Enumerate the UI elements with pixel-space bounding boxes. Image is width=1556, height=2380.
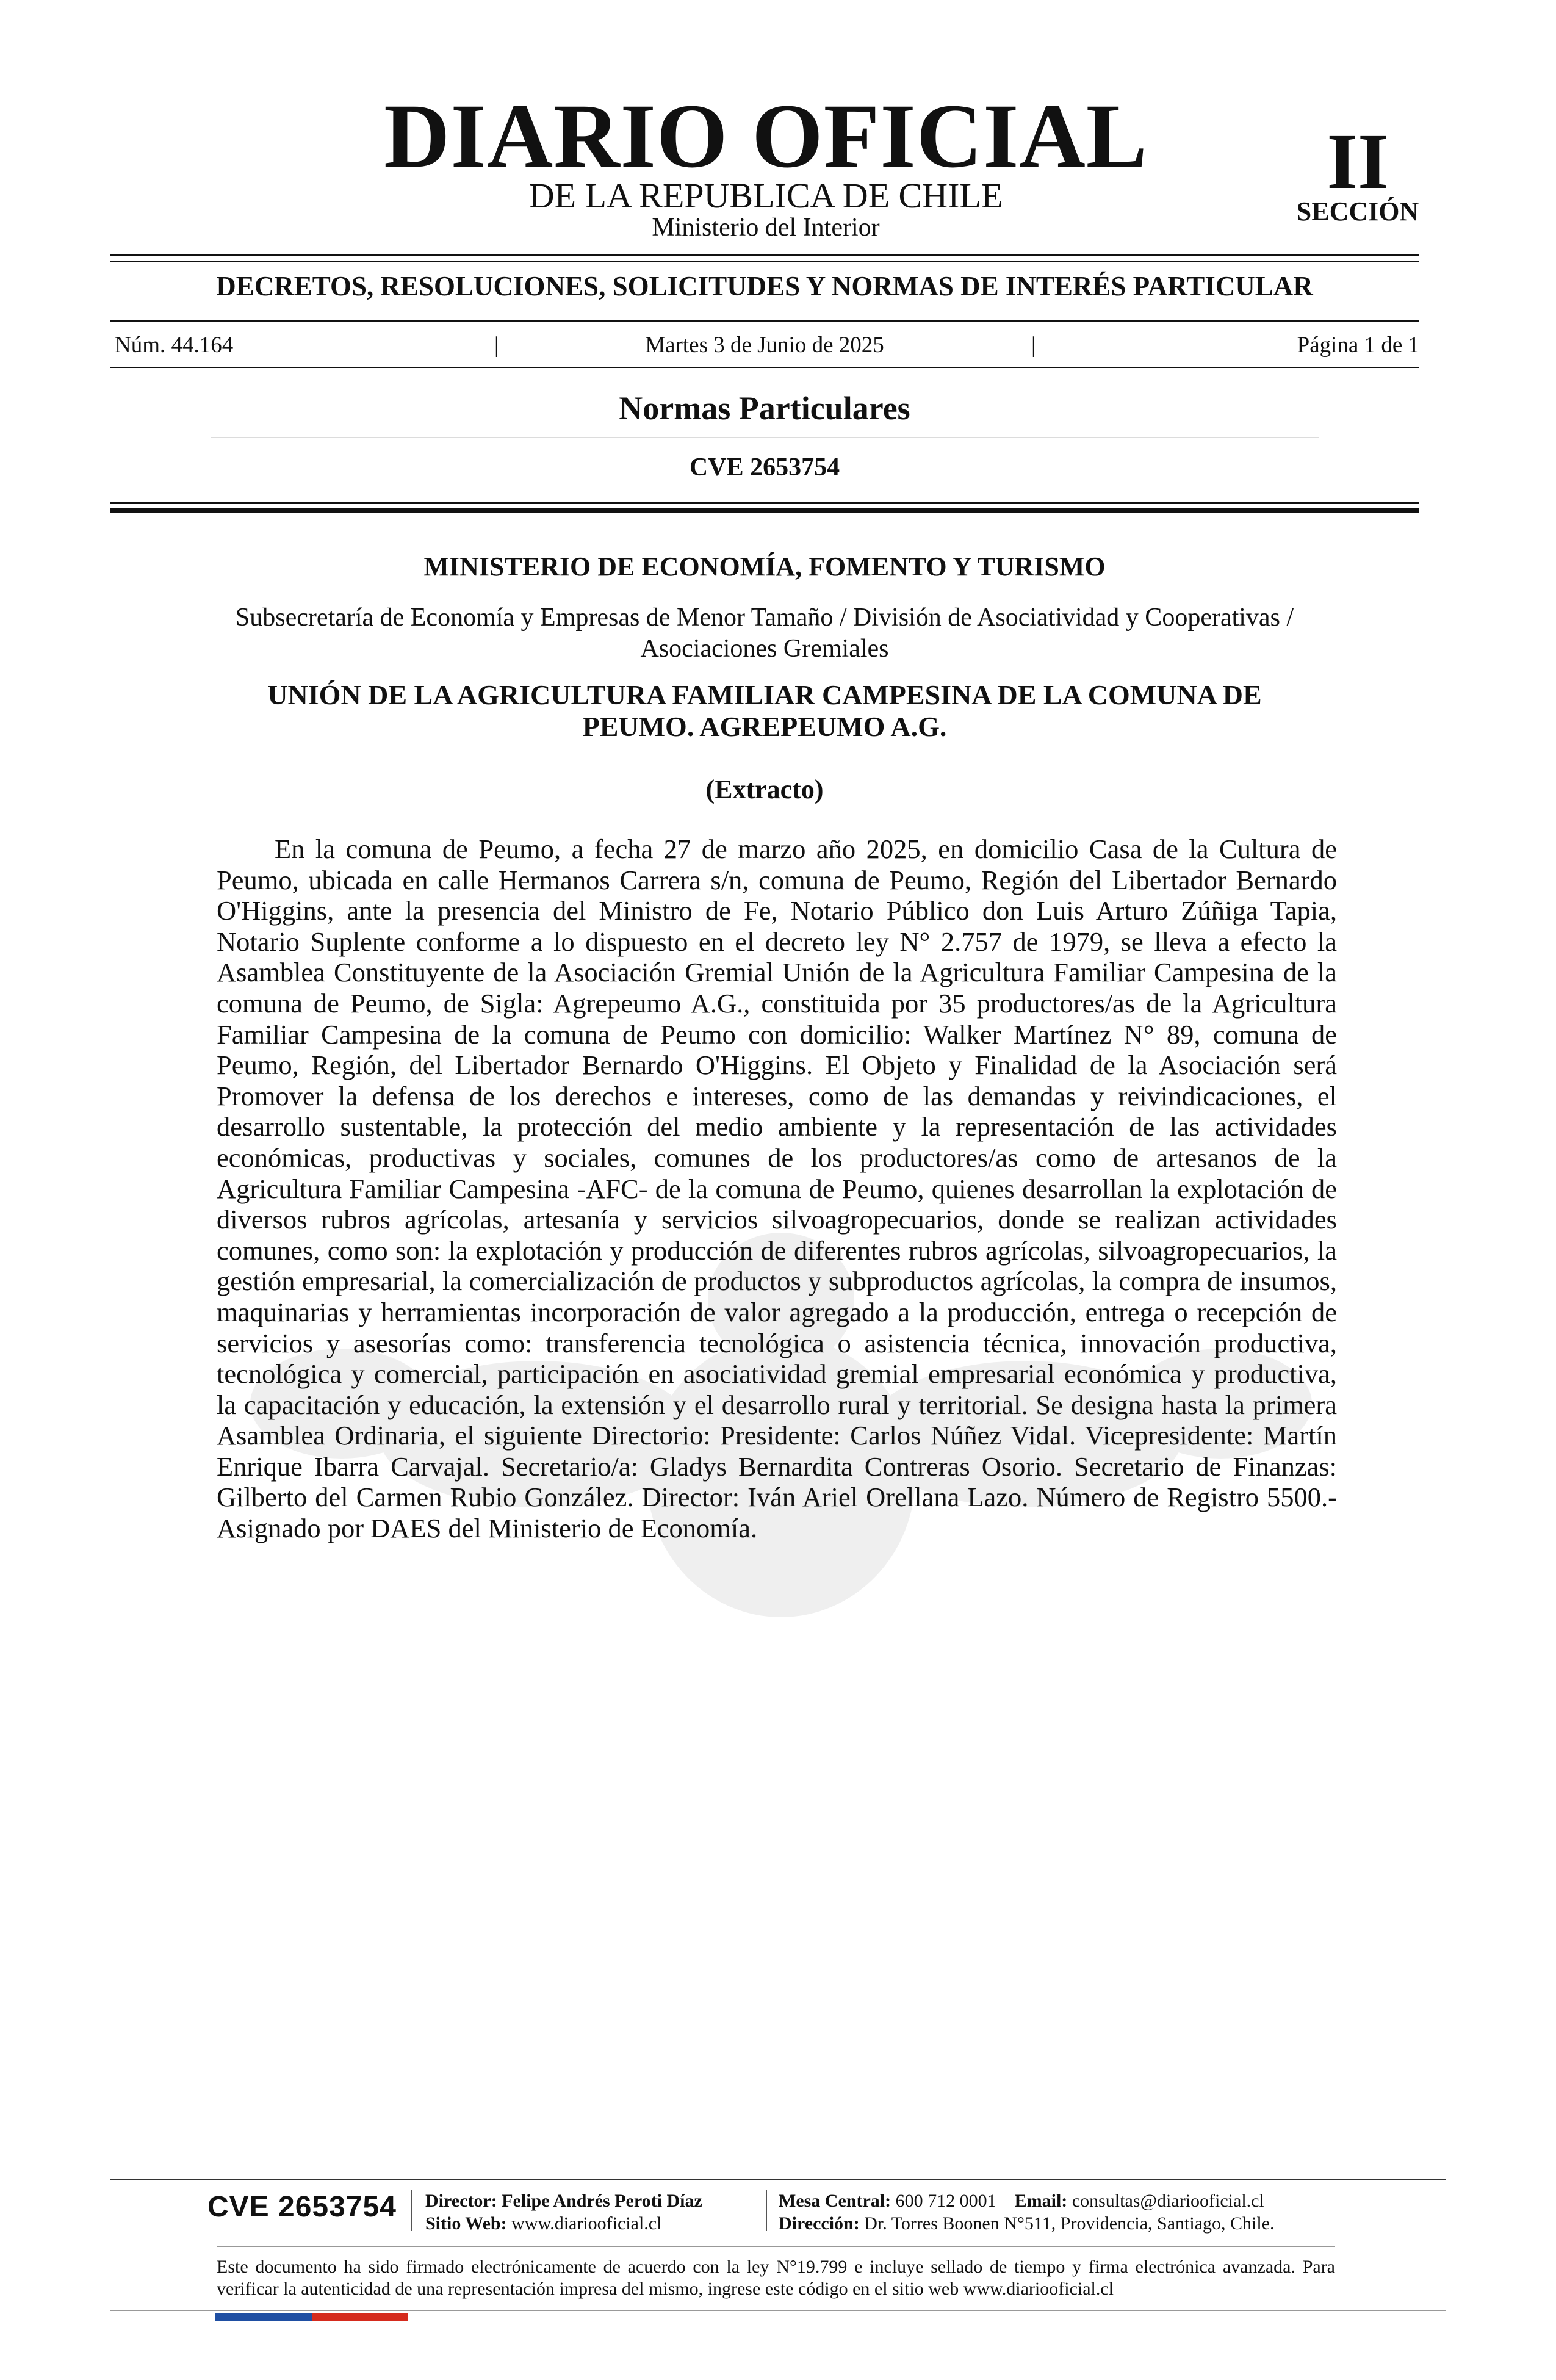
issuing-ministry: MINISTERIO DE ECONOMÍA, FOMENTO Y TURISMO: [423, 552, 1106, 582]
footer-rule-middle: [217, 2246, 1335, 2247]
issue-rule-top: [110, 320, 1419, 322]
email-label: Email:: [1014, 2191, 1068, 2211]
section-title-rule: [211, 437, 1319, 438]
email-link[interactable]: consultas@diariooficial.cl: [1072, 2191, 1264, 2211]
issue-separator: |: [494, 333, 499, 358]
extract-body: En la comuna de Peumo, a fecha 27 de marzo año 2025, en domicilio Casa de la Cultura de Peumo, ubicada en calle Hermanos Carrera s/n, comuna de Peumo, Región del Libertador Bernardo O'Higgins, ante la presencia del Ministro de Fe, Notario Público don Luis Arturo Zúñiga Tapia, Notario Suplente conforme a lo dispuesto en el decreto ley N° 2.757 de 1979, se lleva a efecto la Asamblea Constituyente de la Asociación Gremial Unión de la Agricultura Familiar Campesina de la comuna de Peumo, de Sigla: Agrepeumo A.G., constituida por 35 productores/as de la Agricultura Familiar Campesina de la comuna de Peumo con domicilio: Walker Martínez N° 89, comuna de Peumo, Región, del Libertador Bernardo O'Higgins. El Objeto y Finalidad de la Asociación será Promover la defensa de los derechos e intereses, como de las demandas y reivindicaciones, el desarrollo sustentable, la protección del medio ambiente y la representación de las actividades económicas, productivas y sociales, comunes de los productores/as como de artesanos de la Agricultura Familiar Campesina -AFC- de la comuna de Peumo, quienes desarrollan la explotación de diversos rubros agrícolas, artesanía y servicios silvoagropecuarios, donde se realizan actividades comunes, como son: la explotación y producción de diferentes rubros agrícolas, silvoagropecuarios, la gestión empresarial, la comercialización de productos y subproductos agrícolas, la compra de insumos, maquinarias y herramientas incorporación de valor agregado a la producción, entrega o recepción de servicios y asesorías como: transferencia tecnológica o asistencia técnica, innovación productiva, tecnológica y comercial, participación en asociatividad gremial empresarial económica y productiva, la capacitación y educación, la extensión y el desarrollo rural y territorial. Se designa hasta la primera Asamblea Ordinaria, el siguiente Directorio: Presidente: Carlos Núñez Vidal. Vicepresidente: Martín Enrique Ibarra Carvajal. Secretario/a: Gladys Bernardita Contreras Osorio. Secretario de Finanzas: Gilberto del Carmen Rubio González. Director: Iván Ariel Orellana Lazo. Número de Registro 5500.- Asignado por DAES del Ministerio de Economía.: [217, 834, 1337, 1544]
address-label: Dirección:: [779, 2213, 860, 2234]
entity-name: UNIÓN DE LA AGRICULTURA FAMILIAR CAMPESINA DE LA COMUNA DE PEUMO. AGREPEUMO A.G.: [267, 679, 1262, 742]
masthead-rule-thin: [110, 261, 1419, 262]
section-number: II: [1327, 118, 1389, 206]
footer-divider: [411, 2190, 412, 2231]
footer-director-block: [425, 2190, 702, 2235]
cve-code: CVE 2653754: [689, 453, 840, 481]
issue-date: Martes 3 de Junio de 2025: [645, 333, 884, 358]
director-name: Felipe Andrés Peroti Díaz: [502, 2191, 702, 2211]
section-label: SECCIÓN: [1296, 197, 1419, 226]
masthead-title: DIARIO OFICIAL: [384, 85, 1148, 187]
issue-number: Núm. 44.164: [115, 333, 234, 358]
extract-label: (Extracto): [705, 774, 824, 804]
masthead-ministry: Ministerio del Interior: [652, 214, 880, 242]
website-link[interactable]: www.diariooficial.cl: [511, 2213, 662, 2234]
masthead-subtitle: DE LA REPUBLICA DE CHILE: [528, 176, 1003, 215]
footer-rule-bottom: [110, 2310, 1446, 2311]
director-label: Director:: [425, 2191, 497, 2211]
issue-page: Página 1 de 1: [1297, 333, 1419, 358]
section-title: Normas Particulares: [619, 390, 910, 427]
footer-contact-block: [779, 2190, 1275, 2235]
issue-separator: |: [1031, 333, 1036, 358]
phone-label: Mesa Central:: [779, 2191, 891, 2211]
masthead-rule-thick: [110, 254, 1419, 256]
website-label: Sitio Web:: [425, 2213, 507, 2234]
section-banner: DECRETOS, RESOLUCIONES, SOLICITUDES Y NORMAS DE INTERÉS PARTICULAR: [216, 271, 1313, 301]
flag-stripe-blue: [215, 2313, 312, 2321]
footer-rule-top: [110, 2179, 1446, 2180]
issue-rule-bottom: [110, 367, 1419, 368]
footer-cve-code: CVE 2653754: [207, 2191, 397, 2223]
signature-disclaimer: Este documento ha sido firmado electrónicamente de acuerdo con la ley N°19.799 e incluye sellado de tiempo y firma electrónica avanzada. Para verificar la autenticidad de una representación impresa del mismo, ingrese este código en el sitio web www.diariooficial.cl: [217, 2257, 1335, 2299]
footer-divider: [766, 2190, 767, 2231]
issuing-division: Subsecretaría de Economía y Empresas de Menor Tamaño / División de Asociatividad y Cooperativas / Asociaciones Gremiales: [235, 604, 1294, 663]
address-value: Dr. Torres Boonen N°511, Providencia, Santiago, Chile.: [864, 2213, 1275, 2234]
flag-stripe-red: [312, 2313, 408, 2321]
header-rule-thin: [110, 502, 1419, 504]
phone-number: 600 712 0001: [895, 2191, 996, 2211]
header-rule-thick: [110, 508, 1419, 513]
